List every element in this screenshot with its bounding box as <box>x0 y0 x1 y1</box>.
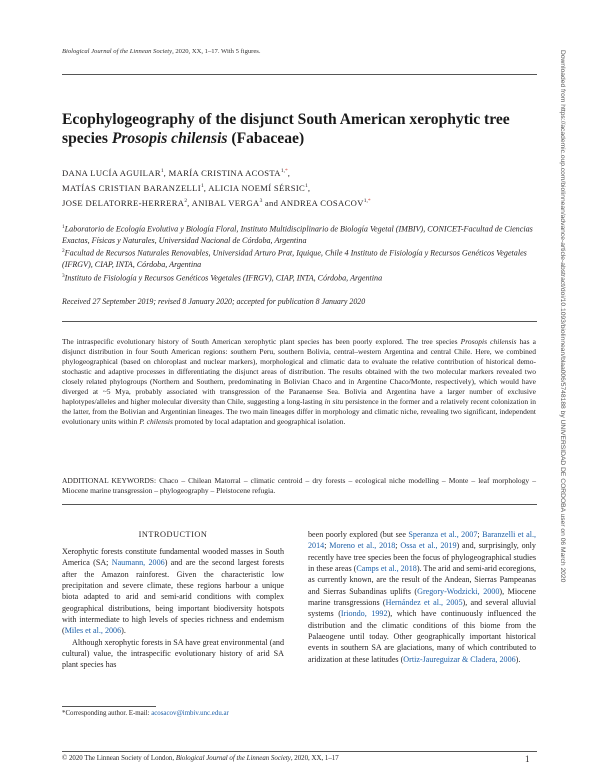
left-column <box>62 546 284 671</box>
footnote-rule <box>62 706 156 707</box>
abstract-text: The intraspecific evolutionary history of South American xerophytic plant species has been poorly explored. The tree species <box>62 337 461 346</box>
citation-link[interactable]: Ortiz-Jaureguizar & Cladera, 2006 <box>403 654 516 664</box>
author-separator: , <box>287 167 291 178</box>
keywords-text: Chaco – Chilean Matorral – climatic centroid – dry forests – ecological niche modelling – Monte – leaf morphology – Miocene marine transgression – phylogeography – Pleistocene refugia. <box>62 476 536 496</box>
corresponding-author-marker: * <box>285 168 288 174</box>
received-dates: Received 27 September 2019; revised 8 January 2020; accepted for publication 8 January 2020 <box>62 297 366 306</box>
author-separator: , <box>203 182 209 193</box>
affiliation-item <box>62 246 542 270</box>
footnote-label: *Corresponding author. E-mail: <box>62 710 152 717</box>
abstract-text: promoted by local adaptation and geographical isolation. <box>172 417 346 427</box>
affiliation-marker: 1 <box>305 183 308 190</box>
paragraph: Although xerophytic forests in SA have great environmental (and cultural) value, the intraspecific evolutionary history of arid SA plant species has <box>62 637 284 670</box>
copyright-journal: Biological Journal of the Linnean Society <box>175 755 291 762</box>
citation-link[interactable]: Baranzelli et al., 2014 <box>308 530 536 551</box>
right-column <box>308 529 536 665</box>
author-name: ANDREA COSACOV <box>280 197 364 208</box>
citation-link[interactable]: Moreno et al., 2018 <box>329 541 396 551</box>
author-name: DANA LUCÍA AGUILAR <box>62 167 161 178</box>
author-name: ALICIA NOEMÍ SÉRSIC <box>208 182 306 193</box>
body-text: ), which have continuously influenced the distribution and the climatic conditions of this biome from the Palaeogene until today. Other geographically important historical events in southern SA are glaciations, many of which contributed to aridization at these latitudes ( <box>308 609 536 664</box>
email-link[interactable]: acosacov@imbiv.unc.edu.ar <box>151 710 229 717</box>
citation-link[interactable]: Naumann, 2006 <box>111 558 165 568</box>
corresponding-author-footnote <box>62 710 229 717</box>
affiliation-marker: 2 <box>184 198 188 205</box>
body-text: ), Miocene marine transgressions ( <box>308 586 536 608</box>
affiliation-marker: 3 <box>259 198 263 205</box>
copyright-details: , 2020, XX, 1–17 <box>290 755 339 762</box>
citation-link[interactable]: Hernández et al., 2005 <box>385 598 463 608</box>
citation-link[interactable]: Gregory-Wodzicki, 2000 <box>417 586 500 596</box>
body-text: ), and several alluvial systems ( <box>308 598 536 619</box>
affiliation-number: 1, <box>363 198 368 205</box>
body-text: been poorly explored (but see <box>308 530 409 539</box>
title-species: Prosopis chilensis <box>111 130 228 147</box>
introduction-heading: INTRODUCTION <box>138 530 208 539</box>
affiliation-number: 1 <box>62 224 65 230</box>
affiliation-marker <box>364 198 371 204</box>
abstract-italic-term: in situ <box>324 397 344 407</box>
abstract-top-rule <box>62 321 537 322</box>
affiliation-text: Instituto de Fisiología y Recursos Genéticos Vegetales (IFRGV), CIAP, INTA, Córdoba, Argentina <box>64 273 383 283</box>
abstract-text: has a disjunct distribution in four South American regions: southern Peru, southern Bolivia, central–western Argentina and central Chile. Here, we combined phylogeographical (based on chloroplast and nuclear markers), morphological and climatic data to evaluate the relative contribution of historical demo-stochastic and adaptive processes in differentiating the disjunct areas of distribution. The results obtained with the two molecular markers revealed two closely related phylogroups (Northern and Southern, predominating in Bolivian Chaco and in Argentine Chaco/Monte, respectively), which would have diverged at ~5 Mya, probably associated with transgression of the Paranaense Sea. Bolivia and Argentina have a larger number of exclusive haplotypes/alleles and higher molecular diversity than Chile, suggesting a long-lasting <box>62 337 537 407</box>
page-number: 1 <box>525 754 530 764</box>
corresponding-author-marker: * <box>367 198 371 205</box>
affiliation-number: 1, <box>280 168 285 174</box>
body-text: ). <box>121 626 126 636</box>
citation-link[interactable]: Miles et al., 2006 <box>64 626 122 636</box>
article-title <box>62 110 532 148</box>
author-name: JOSE DELATORRE-HERRERA <box>62 197 185 208</box>
affiliation-number: 3 <box>62 272 65 279</box>
citation-link[interactable]: Camps et al., 2018 <box>356 564 417 574</box>
body-text: ; <box>324 541 330 551</box>
copyright-line <box>62 755 339 762</box>
download-notice: Downloaded from https://academic.oup.com/biolinnean/advance-article-abstract/doi/10.1093/biolinnean/blaa006/5748188 by UNIVERSIDAD DE CORDOBA user on 06 March 2020 <box>559 50 566 583</box>
affiliation-text: Laboratorio de Ecología Evolutiva y Biología Floral, Instituto Multidisciplinario de Biología Vegetal (IMBIV), CONICET-Facultad de Ciencias Exactas, Físicas y Naturales, Universidad Nacional de Córdoba, Argentina <box>62 224 533 245</box>
header-rule <box>62 74 537 75</box>
body-text: ). The arid and semi-arid ecoregions, as currently known, are the result of the Andean, Sierras Pampeanas and Sierras Subandinas uplifts ( <box>308 564 537 596</box>
body-text: ) and, surprisingly, only recently have tree species been the focus of phylogeographical studies in these areas ( <box>308 541 536 574</box>
author-separator: , <box>187 197 192 208</box>
keywords-bottom-rule <box>62 504 537 505</box>
author-separator: , <box>163 167 169 178</box>
journal-header <box>62 48 261 55</box>
journal-details: , 2020, XX, 1–17. With 5 figures. <box>172 48 261 55</box>
abstract-species: Prosopis chilensis <box>460 337 517 346</box>
affiliation-list <box>62 222 542 284</box>
body-text: ). <box>515 654 521 664</box>
author-name: MATÍAS CRISTIAN BARANZELLI <box>62 182 201 193</box>
copyright-text: © 2020 The Linnean Society of London, <box>62 755 176 762</box>
title-family: (Fabaceae) <box>227 130 305 147</box>
citation-link[interactable]: Ossa et al., 2019 <box>400 541 457 551</box>
footer-rule <box>62 751 537 752</box>
author-separator: , <box>307 182 311 193</box>
body-text: Xerophytic forests constitute fundamental wooded masses in South America (SA; <box>62 547 284 568</box>
author-list <box>62 165 532 210</box>
title-text: Ecophylogeography of the disjunct South American xerophytic tree species <box>62 111 510 147</box>
affiliation-item <box>62 222 542 246</box>
affiliation-marker: 1 <box>160 168 164 174</box>
author-name: ANIBAL VERGA <box>191 197 260 208</box>
author-separator: and <box>262 197 281 208</box>
body-text: ; <box>395 541 401 551</box>
body-text: ) and are the second largest forests after the Amazon rainforest. Given the characteristic low precipitation and severe climate, these regions harbour a unique biota adapted to arid and semi-arid conditions with complex geographical distributions, being important biodiversity hotspots with intermediate to high levels of species richness and endemism ( <box>62 558 285 636</box>
paragraph <box>62 546 284 637</box>
citation-link[interactable]: Iriondo, 1992 <box>340 609 388 619</box>
journal-name: Biological Journal of the Linnean Society <box>62 48 173 55</box>
affiliation-marker <box>281 168 288 174</box>
keywords-label: ADDITIONAL KEYWORDS: <box>62 476 157 485</box>
affiliation-item <box>62 271 542 284</box>
affiliation-number: 2 <box>62 248 65 255</box>
abstract-text: persistence in the former and a relatively recent colonization in the latter, from the Bolivian and Argentinian lineages. The two main lineages differ in morphology and climatic niche, revealing two significant, independent evolutionary units within <box>62 397 537 427</box>
affiliation-text: Facultad de Recursos Naturales Renovables, Universidad Arturo Prat, Iquique, Chile 4 Instituto de Fisiología y Recursos Genéticos Vegetales (IFRGV), CIAP, INTA, Córdoba, Argentina <box>62 249 527 270</box>
affiliation-marker: 1 <box>200 183 204 190</box>
author-name: MARÍA CRISTINA ACOSTA <box>168 167 281 178</box>
keywords <box>62 476 536 496</box>
abstract <box>62 337 536 427</box>
citation-link[interactable]: Speranza et al., 2007 <box>408 530 478 539</box>
body-text: ; <box>477 530 483 539</box>
abstract-species: P. chilensis <box>139 417 173 427</box>
